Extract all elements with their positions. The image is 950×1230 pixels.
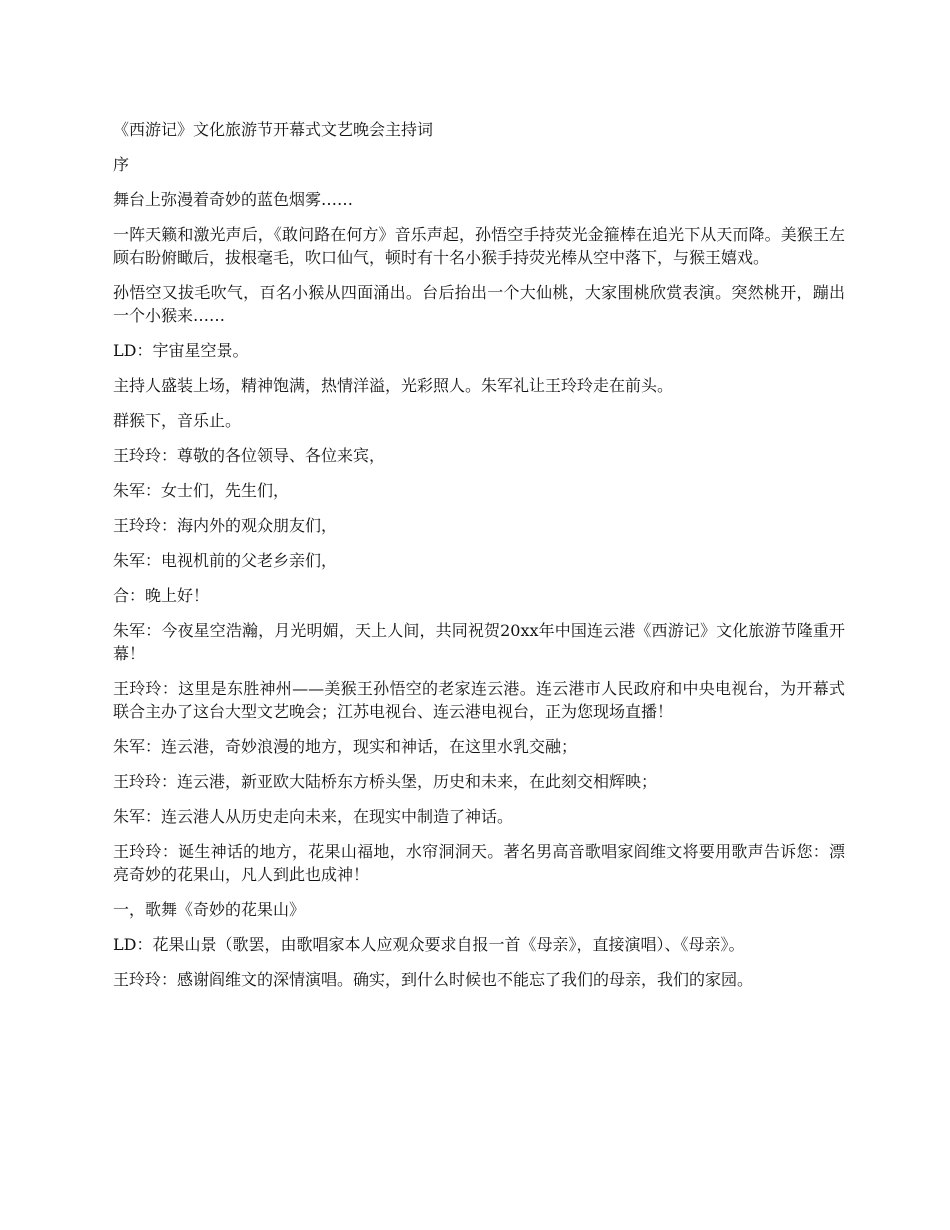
document-page xyxy=(113,118,845,1003)
dialogue-line: 王玲玲：尊敬的各位领导、各位来宾， xyxy=(113,446,386,465)
paragraph: 主持人盛装上场，精神饱满，热情洋溢，光彩照人。朱军礼让王玲玲走在前头。 xyxy=(113,376,674,395)
paragraph: 一阵天籁和激光声后，《敢问路在何方》音乐声起，孙悟空手持荧光金箍棒在追光下从天而降。美猴王左顾右盼俯瞰后，拔根毫毛，吹口仙气，顿时有十名小猴手持荧光棒从空中落下，与猴王嬉戏。 xyxy=(113,225,845,267)
paragraph: 群猴下，音乐止。 xyxy=(113,411,242,430)
dialogue-line: 王玲玲：海内外的观众朋友们， xyxy=(113,516,338,535)
document-title: 《西游记》文化旅游节开幕式文艺晚会主持词 xyxy=(113,120,434,139)
paragraph: LD：宇宙星空景。 xyxy=(113,341,249,360)
paragraph: 舞台上弥漫着奇妙的蓝色烟雾…… xyxy=(113,190,354,209)
dialogue-line: 王玲玲：诞生神话的地方，花果山福地，水帘洞洞天。著名男高音歌唱家阎维文将要用歌声告诉您：漂亮奇妙的花果山，凡人到此也成神！ xyxy=(113,842,845,884)
dialogue-line: 朱军：今夜星空浩瀚，月光明媚，天上人间，共同祝贺20xx年中国连云港《西游记》文化旅游节隆重开幕！ xyxy=(113,621,845,663)
paragraph: 孙悟空又拔毛吹气，百名小猴从四面涌出。台后抬出一个大仙桃，大家围桃欣赏表演。突然桃开，蹦出一个小猴来…… xyxy=(113,283,845,325)
dialogue-line: 朱军：连云港人从历史走向未来，在现实中制造了神话。 xyxy=(113,807,514,826)
dialogue-line: 合：晚上好！ xyxy=(113,586,210,605)
dialogue-line: 王玲玲：连云港，新亚欧大陆桥东方桥头堡，历史和未来，在此刻交相辉映； xyxy=(113,772,658,791)
dialogue-line: 朱军：电视机前的父老乡亲们， xyxy=(113,551,338,570)
section-heading: 一，歌舞《奇妙的花果山》 xyxy=(113,900,306,919)
dialogue-line: 王玲玲：感谢阎维文的深情演唱。确实，到什么时候也不能忘了我们的母亲，我们的家园。 xyxy=(113,970,754,989)
section-heading-preface: 序 xyxy=(113,155,130,174)
dialogue-line: 朱军：女士们，先生们， xyxy=(113,481,290,500)
dialogue-line: 王玲玲：这里是东胜神州——美猴王孙悟空的老家连云港。连云港市人民政府和中央电视台，为开幕式联合主办了这台大型文艺晚会；江苏电视台、连云港电视台，正为您现场直播！ xyxy=(113,679,845,721)
dialogue-line: 朱军：连云港，奇妙浪漫的地方，现实和神话，在这里水乳交融； xyxy=(113,737,578,756)
paragraph: LD：花果山景（歌罢，由歌唱家本人应观众要求自报一首《母亲》，直接演唱）、《母亲》。 xyxy=(113,935,745,954)
